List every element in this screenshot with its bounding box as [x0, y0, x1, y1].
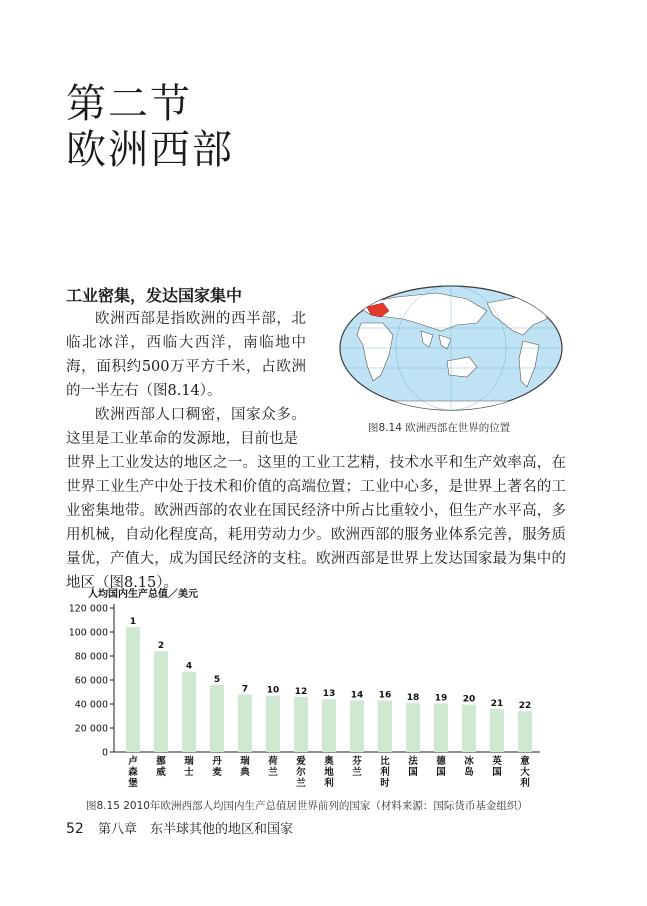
bar-rank-label: 14: [350, 690, 364, 701]
y-tick-label: 40 000: [74, 699, 108, 711]
chart-caption: 图8.15 2010年欧洲西部人均国内生产总值居世界前列的国家（材料来源：国际货币基金组织）: [86, 800, 528, 812]
x-category-label: 冰岛: [464, 756, 474, 778]
bar-rank-label: 2: [157, 641, 165, 652]
world-map-illustration: [337, 283, 565, 413]
y-tick-label: 80 000: [74, 651, 108, 663]
section-title: 欧洲西部: [66, 127, 234, 173]
world-map-figure: [337, 283, 565, 413]
bar-rank-label: 19: [434, 693, 448, 704]
chart-bars: [126, 617, 532, 789]
bar-13: [490, 709, 504, 752]
bar-14: [518, 711, 532, 752]
bar-8: [350, 700, 364, 752]
bar-7: [322, 699, 336, 752]
bar-1: [154, 651, 168, 752]
bar-0: [126, 627, 140, 752]
x-category-label: 英国: [492, 756, 502, 778]
x-category-label: 瑞士: [184, 756, 194, 778]
paragraph-industry-continued: 世界上工业发达的地区之一。这里的工业工艺精，技术水平和生产效率高，在世界工业生产中处于技术和价值的高端位置；工业中心多，是世界上著名的工业密集地带。欧洲西部的农业在国民经济中所占比重较小，但生产水平高，多用机械，自动化程度高，耗用劳动力少。欧洲西部的服务业体系完善，服务质量优，产值大，成为国民经济的支柱。欧洲西部是世界上发达国家最为集中的地区（图8.15）。: [66, 455, 566, 591]
subsection-heading: 工业密集，发达国家集中: [66, 286, 243, 305]
y-tick-label: 100 000: [68, 627, 108, 639]
bar-rank-label: 12: [294, 686, 308, 697]
bar-rank-label: 22: [518, 701, 532, 712]
bar-rank-label: 10: [266, 685, 280, 696]
map-caption: 图8.14 欧洲西部在世界的位置: [368, 422, 511, 434]
x-category-label: 比利时: [380, 756, 390, 789]
page-number: 52: [66, 821, 84, 837]
bar-rank-label: 16: [378, 690, 392, 701]
bar-5: [266, 696, 280, 752]
x-category-label: 意大利: [520, 756, 530, 789]
y-tick-label: 20 000: [74, 723, 108, 735]
section-number: 第二节: [66, 81, 192, 127]
x-category-label: 瑞典: [240, 756, 250, 778]
y-axis-label: 人均国内生产总值／美元: [88, 589, 198, 600]
y-tick-label: 120 000: [68, 603, 108, 615]
bar-6: [294, 697, 308, 752]
bar-rank-label: 4: [185, 661, 193, 672]
x-category-label: 德国: [436, 756, 446, 778]
x-category-label: 卢森堡: [128, 756, 138, 789]
bar-12: [462, 705, 476, 752]
gdp-per-capita-chart: [60, 588, 590, 804]
bar-11: [434, 703, 448, 752]
gdp-bar-chart-svg: [60, 588, 590, 804]
bar-rank-label: 5: [213, 674, 221, 685]
y-tick-label: 0: [101, 747, 108, 759]
bar-rank-label: 7: [241, 684, 249, 695]
x-category-label: 挪威: [156, 756, 166, 778]
x-category-label: 爱尔兰: [296, 756, 306, 789]
bar-rank-label: 18: [406, 692, 420, 703]
y-tick-label: 60 000: [74, 675, 108, 687]
bar-rank-label: 20: [462, 694, 476, 705]
bar-3: [210, 685, 224, 752]
paragraph-industry-start: 欧洲西部人口稠密，国家众多。这里是工业革命的发源地，目前也是: [66, 407, 306, 447]
bar-9: [378, 700, 392, 752]
x-category-label: 奥地利: [324, 756, 334, 789]
bar-4: [238, 694, 252, 752]
bar-10: [406, 703, 420, 752]
x-category-label: 法国: [408, 756, 418, 778]
x-category-label: 芬兰: [352, 756, 362, 778]
paragraph-location: 欧洲西部是指欧洲的西半部，北临北冰洋，西临大西洋，南临地中海，面积约500万平方千米，占欧洲的一半左右（图8.14）。: [66, 311, 306, 399]
bar-2: [182, 672, 196, 752]
bar-rank-label: 21: [490, 698, 504, 709]
x-category-label: 荷兰: [268, 756, 278, 778]
chapter-title: 第八章 东半球其他的地区和国家: [97, 822, 293, 837]
page-footer: [66, 818, 293, 837]
bar-rank-label: 13: [322, 689, 336, 700]
bar-rank-label: 1: [129, 617, 137, 628]
x-category-label: 丹麦: [212, 756, 222, 778]
